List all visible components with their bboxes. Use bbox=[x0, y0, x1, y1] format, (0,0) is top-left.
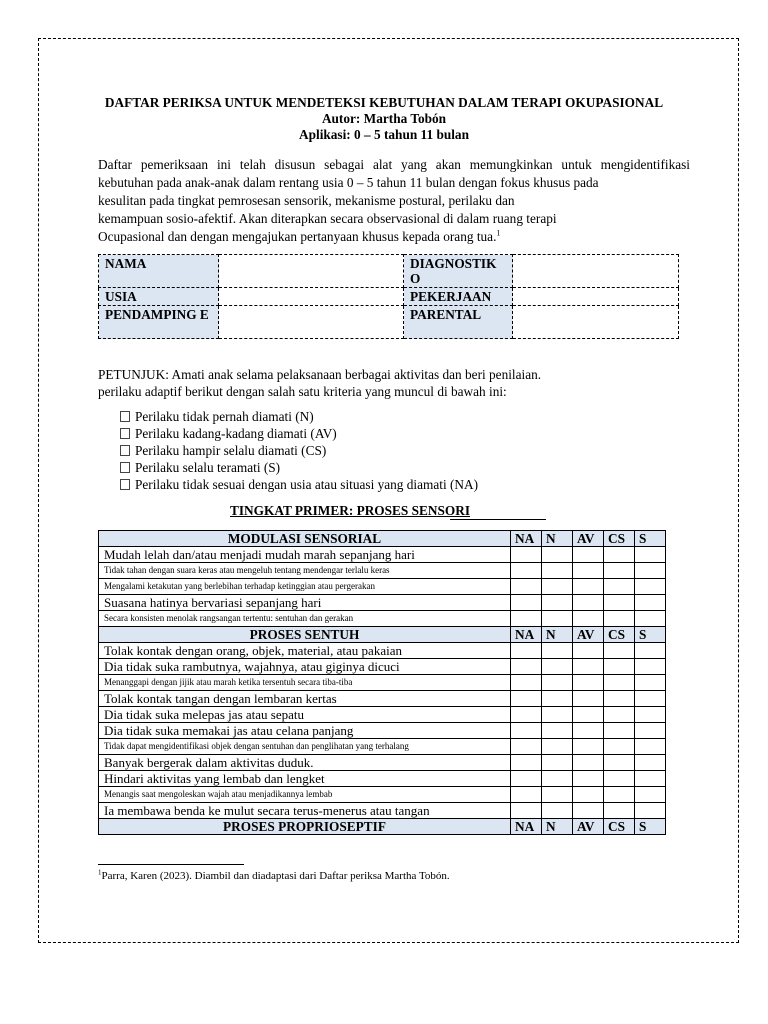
rating-cell-av[interactable] bbox=[573, 787, 604, 803]
rating-cell-na[interactable] bbox=[511, 771, 542, 787]
checklist-item: Dia tidak suka melepas jas atau sepatu bbox=[99, 707, 511, 723]
checkbox-icon bbox=[120, 445, 130, 456]
rating-cell-na[interactable] bbox=[511, 579, 542, 595]
section-title: TINGKAT PRIMER: PROSES SENSORI bbox=[230, 503, 471, 518]
rating-column-header: S bbox=[635, 627, 666, 643]
rating-cell-cs[interactable] bbox=[604, 707, 635, 723]
rating-cell-n[interactable] bbox=[542, 547, 573, 563]
rating-cell-cs[interactable] bbox=[604, 691, 635, 707]
rating-cell-na[interactable] bbox=[511, 755, 542, 771]
document-header bbox=[98, 95, 670, 143]
intro-line: kemampuan sosio-afektif. Akan diterapkan secara observasional di dalam ruang terapi bbox=[98, 211, 557, 226]
rating-cell-s[interactable] bbox=[635, 595, 666, 611]
checklist-item: Tolak kontak tangan dengan lembaran kertas bbox=[99, 691, 511, 707]
checklist-item: Mengalami ketakutan yang berlebihan terhadap ketinggian atau pergerakan bbox=[99, 579, 511, 595]
footnote-mark: 1 bbox=[98, 868, 102, 877]
rating-cell-cs[interactable] bbox=[604, 723, 635, 739]
checklist-item: Suasana hatinya bervariasi sepanjang hari bbox=[99, 595, 511, 611]
rating-cell-n[interactable] bbox=[542, 675, 573, 691]
rating-cell-av[interactable] bbox=[573, 755, 604, 771]
rating-cell-cs[interactable] bbox=[604, 771, 635, 787]
rating-cell-s[interactable] bbox=[635, 611, 666, 627]
rating-cell-cs[interactable] bbox=[604, 643, 635, 659]
table-row bbox=[99, 675, 666, 691]
rating-cell-s[interactable] bbox=[635, 643, 666, 659]
rating-cell-s[interactable] bbox=[635, 579, 666, 595]
rating-column-header: N bbox=[542, 819, 573, 835]
rating-option-label: Perilaku selalu teramati (S) bbox=[135, 460, 281, 475]
rating-cell-n[interactable] bbox=[542, 643, 573, 659]
instructions bbox=[98, 366, 541, 400]
intro-line-text: Ocupasional dan dengan mengajukan pertanyaan khusus kepada orang tua. bbox=[98, 229, 497, 244]
rating-cell-n[interactable] bbox=[542, 611, 573, 627]
rating-cell-cs[interactable] bbox=[604, 579, 635, 595]
rating-cell-na[interactable] bbox=[511, 563, 542, 579]
intro-line: kebutuhan pada anak-anak dalam rentang usia 0 – 5 tahun 11 bulan dengan fokus khusus pada bbox=[98, 175, 599, 190]
section-name: MODULASI SENSORIAL bbox=[99, 531, 511, 547]
rating-cell-na[interactable] bbox=[511, 675, 542, 691]
footnote-text: Parra, Karen (2023). Diambil dan diadaptasi dari Daftar periksa Martha Tobón. bbox=[101, 870, 450, 882]
rating-cell-s[interactable] bbox=[635, 563, 666, 579]
table-row bbox=[99, 691, 666, 707]
rating-column-header: NA bbox=[511, 531, 542, 547]
checkbox-icon bbox=[120, 428, 130, 439]
checklist-item: Menanggapi dengan jijik atau marah ketika tersentuh secara tiba-tiba bbox=[99, 675, 511, 691]
rating-cell-n[interactable] bbox=[542, 787, 573, 803]
rating-cell-na[interactable] bbox=[511, 611, 542, 627]
sensory-checklist-table bbox=[98, 530, 666, 835]
rating-cell-n[interactable] bbox=[542, 723, 573, 739]
rating-cell-n[interactable] bbox=[542, 739, 573, 755]
rating-cell-n[interactable] bbox=[542, 707, 573, 723]
intro-line: kesulitan pada tingkat pemrosesan sensorik, mekanisme postural, perilaku dan bbox=[98, 193, 515, 208]
rating-cell-av[interactable] bbox=[573, 771, 604, 787]
label-pendamping: PENDAMPING E bbox=[99, 306, 219, 339]
rating-column-header: CS bbox=[604, 531, 635, 547]
rating-cell-cs[interactable] bbox=[604, 611, 635, 627]
rating-cell-cs[interactable] bbox=[604, 787, 635, 803]
rating-cell-cs[interactable] bbox=[604, 595, 635, 611]
checklist-item: Tidak tahan dengan suara keras atau mengeluh tentang mendengar terlalu keras bbox=[99, 563, 511, 579]
rating-cell-cs[interactable] bbox=[604, 739, 635, 755]
checklist-item: Tidak dapat mengidentifikasi objek dengan sentuhan dan penglihatan yang terhalang bbox=[99, 739, 511, 755]
rating-column-header: NA bbox=[511, 819, 542, 835]
rating-cell-n[interactable] bbox=[542, 595, 573, 611]
rating-cell-av[interactable] bbox=[573, 691, 604, 707]
rating-column-header: N bbox=[542, 627, 573, 643]
rating-options-list bbox=[120, 408, 478, 493]
rating-cell-n[interactable] bbox=[542, 563, 573, 579]
rating-cell-av[interactable] bbox=[573, 723, 604, 739]
table-row bbox=[99, 707, 666, 723]
rating-cell-n[interactable] bbox=[542, 755, 573, 771]
document-title: DAFTAR PERIKSA UNTUK MENDETEKSI KEBUTUHAN DALAM TERAPI OKUPASIONAL bbox=[104, 95, 664, 110]
field-usia[interactable] bbox=[219, 288, 404, 306]
instructions-line: PETUNJUK: Amati anak selama pelaksanaan berbagai aktivitas dan beri penilaian. bbox=[98, 367, 542, 382]
section-name: PROSES PROPRIOSEPTIF bbox=[99, 819, 511, 835]
rating-cell-av[interactable] bbox=[573, 563, 604, 579]
table-row bbox=[99, 787, 666, 803]
section-header-row bbox=[99, 819, 666, 835]
rating-cell-av[interactable] bbox=[573, 675, 604, 691]
document-application: Aplikasi: 0 – 5 tahun 11 bulan bbox=[299, 127, 469, 142]
rating-cell-s[interactable] bbox=[635, 755, 666, 771]
rating-cell-s[interactable] bbox=[635, 659, 666, 675]
rating-cell-na[interactable] bbox=[511, 723, 542, 739]
instructions-line: perilaku adaptif berikut dengan salah satu kriteria yang muncul di bawah ini: bbox=[98, 384, 507, 399]
rating-column-header: N bbox=[542, 531, 573, 547]
rating-cell-n[interactable] bbox=[542, 803, 573, 819]
rating-cell-av[interactable] bbox=[573, 579, 604, 595]
rating-column-header: AV bbox=[573, 819, 604, 835]
rating-option-label: Perilaku tidak sesuai dengan usia atau situasi yang diamati (NA) bbox=[135, 477, 479, 492]
rating-column-header: NA bbox=[511, 627, 542, 643]
rating-cell-na[interactable] bbox=[511, 595, 542, 611]
rating-option bbox=[120, 476, 478, 493]
patient-info-table bbox=[98, 254, 679, 339]
rating-cell-s[interactable] bbox=[635, 739, 666, 755]
rating-option-label: Perilaku hampir selalu diamati (CS) bbox=[135, 443, 327, 458]
rating-cell-cs[interactable] bbox=[604, 675, 635, 691]
section-name: PROSES SENTUH bbox=[99, 627, 511, 643]
rating-cell-na[interactable] bbox=[511, 547, 542, 563]
rating-cell-n[interactable] bbox=[542, 659, 573, 675]
rating-option bbox=[120, 408, 478, 425]
rating-cell-na[interactable] bbox=[511, 787, 542, 803]
rating-cell-cs[interactable] bbox=[604, 755, 635, 771]
rating-cell-s[interactable] bbox=[635, 771, 666, 787]
checklist-item: Banyak bergerak dalam aktivitas duduk. bbox=[99, 755, 511, 771]
rating-cell-cs[interactable] bbox=[604, 659, 635, 675]
rating-cell-s[interactable] bbox=[635, 787, 666, 803]
field-pendamping[interactable] bbox=[219, 306, 404, 339]
section-header-row bbox=[99, 627, 666, 643]
label-diagnostik: DIAGNOSTIK O bbox=[404, 255, 513, 288]
rating-cell-n[interactable] bbox=[542, 771, 573, 787]
table-row bbox=[99, 579, 666, 595]
rating-column-header: AV bbox=[573, 531, 604, 547]
section-title-underline bbox=[450, 519, 546, 520]
footnote-reference: 1 bbox=[496, 228, 501, 238]
rating-option bbox=[120, 425, 478, 442]
rating-cell-s[interactable] bbox=[635, 707, 666, 723]
rating-column-header: S bbox=[635, 819, 666, 835]
rating-cell-av[interactable] bbox=[573, 739, 604, 755]
intro-paragraph bbox=[98, 156, 690, 246]
table-row bbox=[99, 595, 666, 611]
rating-option-label: Perilaku tidak pernah diamati (N) bbox=[135, 409, 314, 424]
rating-cell-n[interactable] bbox=[542, 691, 573, 707]
rating-cell-av[interactable] bbox=[573, 707, 604, 723]
rating-column-header: AV bbox=[573, 627, 604, 643]
rating-cell-av[interactable] bbox=[573, 659, 604, 675]
checklist-item: Dia tidak suka rambutnya, wajahnya, atau giginya dicuci bbox=[99, 659, 511, 675]
rating-cell-s[interactable] bbox=[635, 803, 666, 819]
rating-cell-av[interactable] bbox=[573, 595, 604, 611]
rating-cell-cs[interactable] bbox=[604, 803, 635, 819]
rating-cell-na[interactable] bbox=[511, 707, 542, 723]
checklist-item: Hindari aktivitas yang lembab dan lengket bbox=[99, 771, 511, 787]
rating-cell-s[interactable] bbox=[635, 547, 666, 563]
section-header-row bbox=[99, 531, 666, 547]
table-row bbox=[99, 643, 666, 659]
rating-cell-n[interactable] bbox=[542, 579, 573, 595]
rating-cell-av[interactable] bbox=[573, 611, 604, 627]
footnote-separator bbox=[98, 864, 244, 865]
rating-option bbox=[120, 459, 478, 476]
rating-cell-av[interactable] bbox=[573, 643, 604, 659]
rating-cell-s[interactable] bbox=[635, 691, 666, 707]
rating-cell-na[interactable] bbox=[511, 803, 542, 819]
label-nama: NAMA bbox=[99, 255, 219, 288]
rating-cell-s[interactable] bbox=[635, 675, 666, 691]
rating-column-header: CS bbox=[604, 627, 635, 643]
rating-option bbox=[120, 442, 478, 459]
checklist-item: Ia membawa benda ke mulut secara terus-menerus atau tangan bbox=[99, 803, 511, 819]
label-pekerjaan: PEKERJAAN bbox=[404, 288, 513, 306]
rating-column-header: S bbox=[635, 531, 666, 547]
rating-cell-na[interactable] bbox=[511, 691, 542, 707]
checklist-item: Tolak kontak dengan orang, objek, material, atau pakaian bbox=[99, 643, 511, 659]
intro-line bbox=[98, 228, 690, 246]
rating-cell-na[interactable] bbox=[511, 739, 542, 755]
rating-cell-s[interactable] bbox=[635, 723, 666, 739]
rating-cell-av[interactable] bbox=[573, 547, 604, 563]
checklist-item: Menangis saat mengoleskan wajah atau menjadikannya lembab bbox=[99, 787, 511, 803]
rating-cell-cs[interactable] bbox=[604, 547, 635, 563]
table-row bbox=[99, 739, 666, 755]
table-row bbox=[99, 563, 666, 579]
field-diagnostik[interactable] bbox=[513, 255, 679, 288]
label-parental: PARENTAL bbox=[404, 306, 513, 339]
rating-option-label: Perilaku kadang-kadang diamati (AV) bbox=[135, 426, 337, 441]
field-pekerjaan[interactable] bbox=[513, 288, 679, 306]
table-row bbox=[99, 611, 666, 627]
checklist-item: Dia tidak suka memakai jas atau celana panjang bbox=[99, 723, 511, 739]
rating-cell-na[interactable] bbox=[511, 643, 542, 659]
checkbox-icon bbox=[120, 479, 130, 490]
intro-line: Daftar pemeriksaan ini telah disusun sebagai alat yang akan memungkinkan untuk mengidentifikasi bbox=[98, 157, 690, 172]
field-parental[interactable] bbox=[513, 306, 679, 339]
label-usia: USIA bbox=[99, 288, 219, 306]
table-row bbox=[99, 547, 666, 563]
footnote bbox=[98, 870, 450, 882]
table-row bbox=[99, 659, 666, 675]
table-row bbox=[99, 755, 666, 771]
table-row bbox=[99, 723, 666, 739]
rating-cell-av[interactable] bbox=[573, 803, 604, 819]
checklist-item: Secara konsisten menolak rangsangan tertentu: sentuhan dan gerakan bbox=[99, 611, 511, 627]
table-row bbox=[99, 803, 666, 819]
checkbox-icon bbox=[120, 411, 130, 422]
table-row bbox=[99, 771, 666, 787]
rating-column-header: CS bbox=[604, 819, 635, 835]
rating-cell-cs[interactable] bbox=[604, 563, 635, 579]
checklist-item: Mudah lelah dan/atau menjadi mudah marah sepanjang hari bbox=[99, 547, 511, 563]
checkbox-icon bbox=[120, 462, 130, 473]
rating-cell-na[interactable] bbox=[511, 659, 542, 675]
document-author: Autor: Martha Tobón bbox=[321, 111, 447, 126]
field-nama[interactable] bbox=[219, 255, 404, 288]
